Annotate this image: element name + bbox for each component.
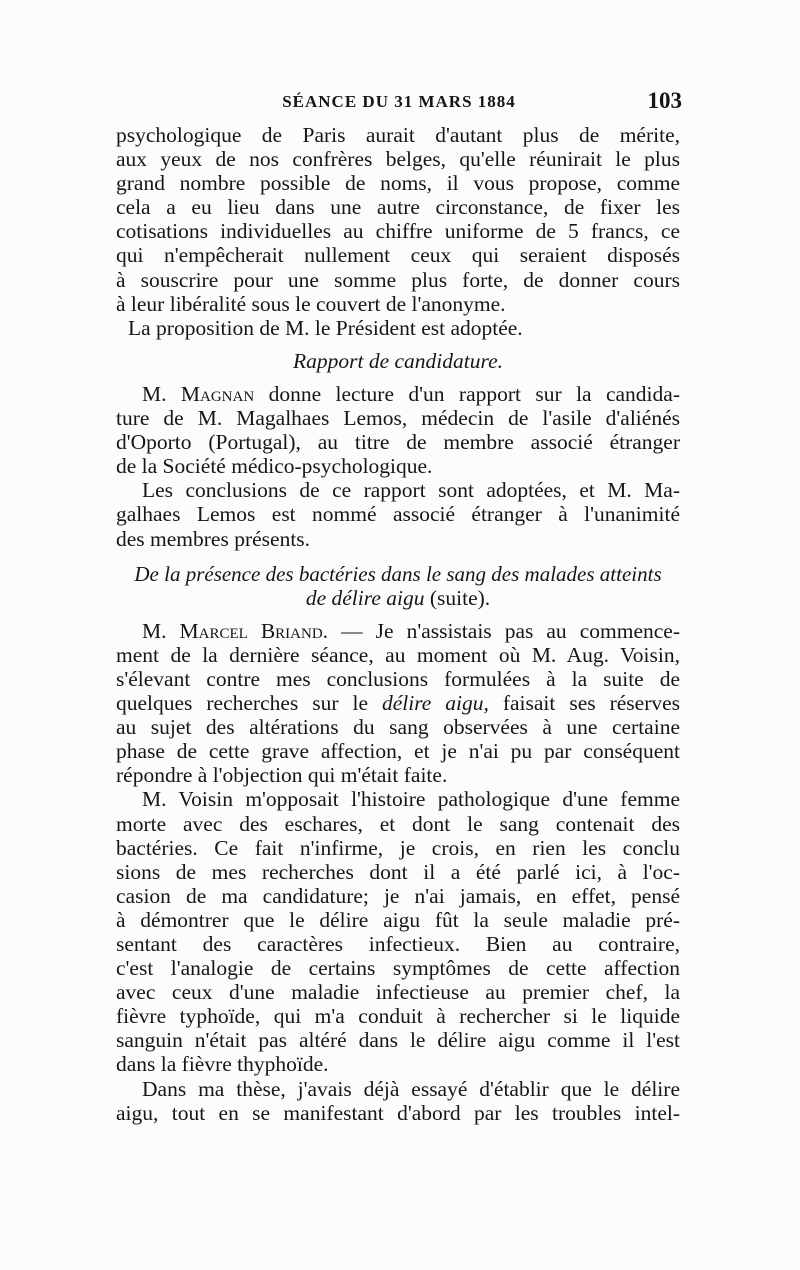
text-line [116, 691, 680, 715]
text-line: bactéries. Ce fait n'infirme, je crois, en rien les conclu [116, 835, 680, 860]
text-line: sions de mes recherches dont il a été parlé ici, à l'oc- [116, 859, 680, 884]
text-span: donne lecture d'un rapport sur la candida- [254, 381, 680, 406]
text-span: — Je n'assistais pas au commence- [328, 618, 680, 643]
text-line: aux yeux de nos confrères belges, qu'elle réunirait le plus [116, 147, 680, 172]
heading-line [116, 586, 680, 610]
paragraph-these [116, 1077, 680, 1125]
text-line: morte avec des eschares, et dont le sang contenait des [116, 811, 680, 836]
text-span: quelques recherches sur le [116, 691, 382, 716]
text-line: Les conclusions de ce rapport sont adoptées, et M. Ma- [142, 478, 680, 503]
section-heading-bacteries [116, 562, 680, 610]
text-line: casion de ma candidature; je n'ai jamais, en effet, pensé [116, 883, 680, 908]
section-heading-rapport: Rapport de candidature. [293, 348, 503, 373]
heading-italic: de délire aigu [305, 585, 425, 610]
speaker-name: M. Magnan [142, 381, 255, 406]
text-line [116, 382, 680, 406]
text-line: s'élevant contre mes conclusions formulées à la suite de [116, 666, 680, 691]
text-line: Dans ma thèse, j'avais déjà essayé d'établir que le délire [142, 1076, 680, 1101]
heading-rest: (suite). [424, 585, 491, 610]
text-line: d'Oporto (Portugal), au titre de membre associé étranger [116, 430, 680, 455]
paragraph-conclusions [116, 478, 680, 550]
text-line: ture de M. Magalhaes Lemos, médecin de l'asile d'aliénés [116, 406, 680, 431]
text-line: cotisations individuelles au chiffre uniforme de 5 francs, ce [116, 219, 680, 244]
text-line: à démontrer que le délire aigu fût la seule maladie pré- [116, 907, 680, 932]
text-line: phase de cette grave affection, et je n'ai pu par conséquent [116, 739, 680, 764]
text-line: aigu, tout en se manifestant d'abord par les troubles intel- [116, 1100, 680, 1125]
text-line: fièvre typhoïde, qui m'a conduit à rechercher si le liquide [116, 1004, 680, 1029]
heading-line: De la présence des bactéries dans le sang des malades atteints [134, 561, 662, 586]
running-title: SÉANCE DU 31 MARS 1884 [282, 92, 516, 111]
text-line: avec ceux d'une maladie infectieuse au premier chef, la [116, 980, 680, 1005]
text-line: c'est l'analogie de certains symptômes de cette affection [116, 956, 680, 981]
text-line: galhaes Lemos est nommé associé étranger à l'unanimité [116, 502, 680, 527]
text-line: sanguin n'était pas altéré dans le délire aigu comme il l'est [116, 1028, 680, 1053]
text-line: ment de la dernière séance, au moment où M. Aug. Voisin, [116, 642, 680, 667]
text-line: M. Voisin m'opposait l'histoire pathologique d'une femme [142, 787, 680, 812]
paragraph-proposition-adoptee: La proposition de M. le Président est adoptée. [128, 315, 523, 340]
body-text [116, 123, 680, 1125]
paragraph-voisin [116, 787, 680, 1076]
text-line: des membres présents. [116, 526, 311, 551]
text-line: à leur libéralité sous le couvert de l'anonyme. [116, 291, 506, 316]
text-line: à souscrire pour une somme plus forte, de donner cours [116, 267, 680, 292]
text-line: dans la fièvre thyphoïde. [116, 1052, 329, 1077]
page-number: 103 [647, 88, 682, 113]
paragraph-briand [116, 619, 680, 788]
italic-term: délire aigu [381, 691, 484, 716]
text-span: , faisait ses réserves [483, 691, 681, 716]
paragraph-cotisations [116, 123, 680, 316]
text-line: au sujet des altérations du sang observées à une certaine [116, 715, 680, 740]
text-line: grand nombre possible de noms, il vous propose, comme [116, 171, 680, 196]
speaker-name: M. Marcel Briand. [142, 618, 329, 643]
text-line [116, 619, 680, 643]
text-line: de la Société médico-psychologique. [116, 454, 433, 479]
text-line: sentant des caractères infectieux. Bien au contraire, [116, 932, 680, 956]
text-line: qui n'empêcherait nullement ceux qui seraient disposés [116, 243, 680, 268]
text-line: psychologique de Paris aurait d'autant plus de mérite, [116, 123, 680, 147]
text-line: répondre à l'objection qui m'était faite. [116, 763, 448, 788]
paragraph-magnan [116, 382, 680, 478]
text-line: cela a eu lieu dans une autre circonstance, de fixer les [116, 195, 680, 220]
page-header [110, 86, 688, 120]
